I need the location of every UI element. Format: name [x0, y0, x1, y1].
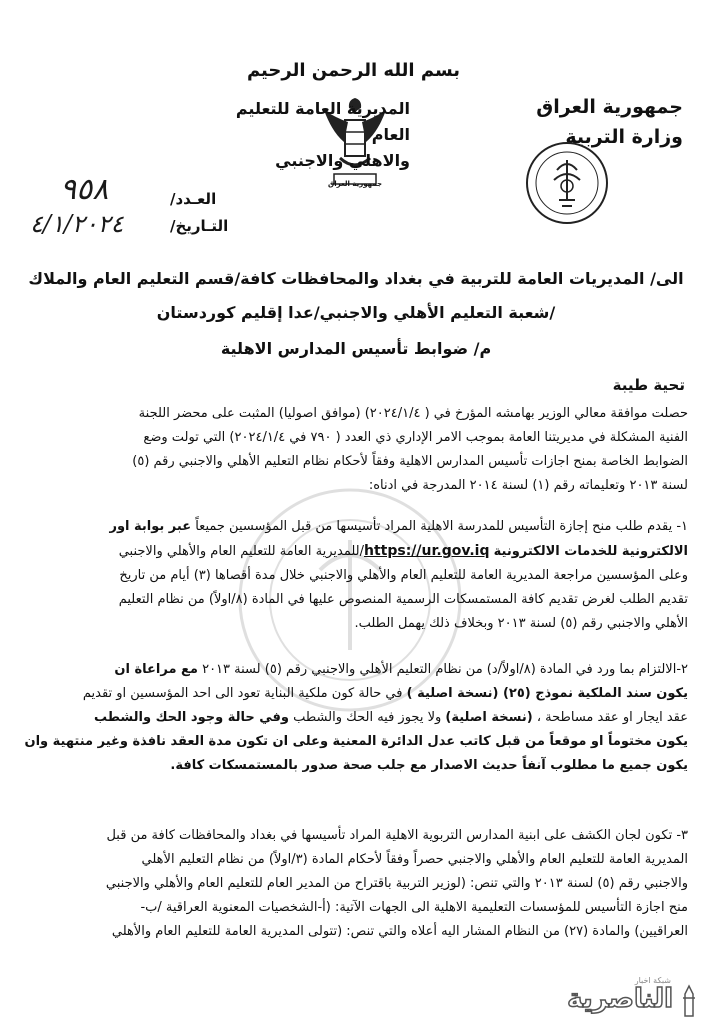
- directorate-line1: المديرية العامة للتعليم العام: [235, 99, 410, 144]
- item-2-bold: (نسخة اصلية): [445, 710, 533, 725]
- stamp-watermark-icon: [230, 480, 470, 720]
- item-1-text: ١- يقدم طلب منح إجازة التأسيس للمدرسة الاهلية المراد تأسيسها من قبل المؤسسين جميعاً: [191, 519, 688, 534]
- item-2-bold: يكون مختوماً او موقعاً من قبل كاتب عدل الدائرة المعنية وعلى ان تكون مدة العقد نافذة وغير منتهية وان: [24, 734, 688, 749]
- ministry-name: وزارة التربية: [565, 126, 683, 148]
- item-2-line: [24, 730, 688, 754]
- item-1-line: تقديم الطلب لغرض تقديم كافة المستمسكات الرسمية المنصوص عليها في المادة (٨/اولاً) من نظام التعليم: [118, 592, 688, 607]
- basmala: بسم الله الرحمن الرحيم: [246, 60, 461, 81]
- handwritten-number: ٩٥٨: [60, 172, 109, 207]
- item-2-text: في حالة كون ملكية البناية تعود الى احد المؤسسين او تقديم: [82, 686, 407, 701]
- handwritten-date: ٤/١/٢٠٢٤: [30, 210, 124, 238]
- intro-line: حصلت موافقة معالي الوزير بهامشه المؤرخ في ( ٢٠٢٤/١/٤) (موافق اصوليا) المثبت على محضر اللجنة: [138, 406, 688, 421]
- item-2-bold: يكون سند الملكية نموذج (٢٥) (نسخة اصلية ): [406, 686, 688, 701]
- item-1-bold: الالكترونية للخدمات الالكترونية: [493, 544, 688, 559]
- republic-name: جمهورية العراق: [536, 96, 683, 118]
- item-3-line: المديرية العامة للتعليم العام والأهلي والاجنبي حصراً وفقاً لأحكام المادة (٣/اولاً) من نظام التعليم الأهلي: [141, 852, 688, 867]
- portal-url-link[interactable]: https://ur.gov.iq: [364, 543, 490, 559]
- intro-line: لسنة ٢٠١٣ وتعليماته رقم (١) لسنة ٢٠١٤ المدرجة في ادناه:: [368, 478, 688, 493]
- item-2-text: ولا يجوز فيه الحك والشطب: [289, 710, 446, 725]
- recipient-line1: الى/ المديريات العامة للتربية في بغداد والمحافظات كافة/قسم التعليم العام والملاك: [28, 269, 684, 288]
- news-logo-watermark: [567, 976, 707, 1024]
- item-2-line: [24, 754, 688, 778]
- intro-line: الضوابط الخاصة بمنح اجازات تأسيس المدارس الاهلية وفقاً لأحكام نظام التعليم الأهلي والاجنبي رقم (٥): [132, 454, 688, 469]
- subject-line: م/ ضوابط تأسيس المدارس الاهلية: [220, 339, 492, 358]
- directorate-line2: والاهلي والاجنبي: [275, 151, 410, 170]
- item-2-text: عقد ايجار او عقد مساطحة ،: [532, 710, 688, 725]
- ministry-seal-icon: [524, 140, 610, 226]
- emblem-caption: جمهورية العراق: [327, 180, 383, 188]
- item-1-bold: عبر بوابة اور: [109, 519, 192, 534]
- recipient-line2: /شعبة التعليم الأهلي والاجنبي/عدا إقليم كوردستان: [156, 303, 556, 322]
- directorate-header: [210, 96, 410, 174]
- item-2-bold: يكون جميع ما مطلوب آنفاً حديث الاصدار مع جلب صحة صدور بالمستمسكات كافة.: [170, 758, 688, 773]
- intro-line: الفنية المشكلة في مديريتنا العامة بموجب الامر الإداري ذي العدد ( ٧٩٠ في ٢٠٢٤/١/٤) التي تولت وضع: [143, 430, 688, 445]
- item-3-line: العراقيين) والمادة (٢٧) من النظام المشار اليه أعلاه والتي تنص: (تتولى المديرية العامة للتعليم العام والأهلي: [111, 924, 688, 939]
- logo-subtitle: شبكة اخبار: [634, 976, 671, 985]
- item-1-line: الأهلي والاجنبي رقم (٥) لسنة ٢٠١٣ وبخلاف ذلك يهمل الطلب.: [354, 616, 688, 631]
- item-1-line: وعلى المؤسسين مراجعة المديرية العامة للتعليم العام والأهلي والاجنبي خلال مدة أقصاها (٣) أيام من تاريخ: [119, 568, 688, 583]
- logo-text: الناصرية: [567, 984, 673, 1014]
- item-3-line: منح اجازة التأسيس للمؤسسات التعليمية الاهلية الى الجهات الآتية: (أ-الشخصيات المعنوية العراقية /ب-: [140, 900, 688, 915]
- number-label: العـدد/: [170, 190, 217, 208]
- item-3-line: ٣- تكون لجان الكشف على ابنية المدارس التربوية الاهلية المراد تأسيسها في بغداد والمحافظات كافة من قبل: [106, 828, 688, 843]
- date-label: التـاريخ/: [170, 217, 229, 235]
- minaret-icon: [675, 984, 703, 1018]
- item-3-line: والاجنبي رقم (٥) لسنة ٢٠١٣ والتي تنص: (لوزير التربية باقتراح من المدير العام للتعليم العام والأهلي والاجنبي: [105, 876, 688, 891]
- item-2-bold: وفي حالة وجود الحك والشطب: [93, 710, 289, 725]
- item-2-text: ٢-الالتزام بما ورد في المادة (٨/اولاً/د) من نظام التعليم الأهلي والاجنبي رقم (٥) لسنة ٢٠١٣: [197, 662, 688, 677]
- item-1-text: /للمديرية العامة للتعليم العام والأهلي والاجنبي: [118, 544, 364, 559]
- greeting: تحية طيبة: [612, 376, 685, 394]
- item-3: [24, 824, 688, 944]
- item-2-bold: مع مراعاة ان: [114, 662, 198, 677]
